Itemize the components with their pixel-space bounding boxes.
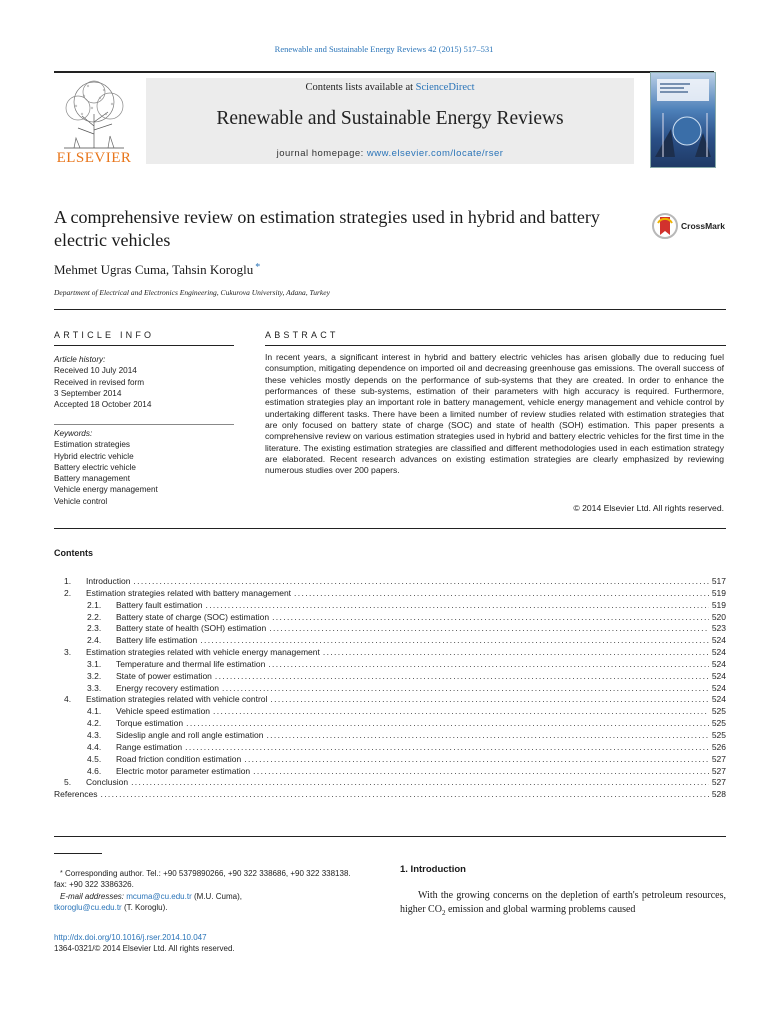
- header-rule: [54, 71, 714, 73]
- toc-title[interactable]: Energy recovery estimation: [116, 682, 219, 693]
- journal-cover-image: [650, 72, 716, 168]
- toc-number: 2.2.: [87, 611, 102, 622]
- corresponding-author-footnote: [54, 868, 354, 913]
- toc-leader-dots: [100, 789, 708, 799]
- toc-title[interactable]: Range estimation: [116, 741, 183, 752]
- toc-title[interactable]: Electric motor parameter estimation: [116, 765, 251, 776]
- toc-page-number: 520: [711, 611, 726, 622]
- toc-leader-dots: [244, 754, 709, 764]
- toc-leader-dots: [133, 576, 708, 586]
- crossmark-badge[interactable]: [652, 211, 732, 241]
- toc-title[interactable]: Battery state of charge (SOC) estimation: [116, 611, 270, 622]
- abstract-copyright: © 2014 Elsevier Ltd. All rights reserved.: [573, 503, 724, 513]
- toc-leader-dots: [253, 766, 709, 776]
- toc-leader-dots: [131, 777, 709, 787]
- toc-number: 1.: [64, 576, 72, 586]
- history-line: Accepted 18 October 2014: [54, 400, 152, 410]
- toc-leader-dots: [200, 635, 709, 645]
- toc-row[interactable]: [54, 730, 726, 742]
- toc-row[interactable]: [54, 576, 726, 588]
- toc-title[interactable]: Estimation strategies related with vehicle energy management: [86, 647, 320, 658]
- keyword-item: Battery management: [54, 474, 131, 484]
- toc-number: 4.: [64, 694, 72, 705]
- toc-page-number: 525: [711, 718, 726, 729]
- publisher-name: ELSEVIER: [56, 150, 132, 166]
- abstract-rule: [265, 345, 726, 346]
- toc-row[interactable]: [54, 623, 726, 635]
- introduction-text: With the growing concerns on the depletion of earth's petroleum resources, higher $CO_2$ emission and global warming problems caused: [400, 890, 726, 917]
- email-label: E-mail addresses:: [60, 891, 125, 901]
- toc-leader-dots: [205, 600, 708, 610]
- toc-row[interactable]: [54, 612, 726, 624]
- corresponding-text: Corresponding author. Tel.: +90 5379890266, +90 322 338686, +90 322 338138. fax: +90 322 3386326.: [54, 869, 351, 890]
- toc-title[interactable]: Estimation strategies related with vehicle control: [86, 694, 268, 705]
- toc-row[interactable]: [54, 635, 726, 647]
- journal-title: Renewable and Sustainable Energy Reviews: [216, 108, 564, 129]
- toc-row[interactable]: [54, 754, 726, 766]
- issn-line: 1364-0321/© 2014 Elsevier Ltd. All rights reserved.: [54, 944, 235, 954]
- contents-line: Contents lists available at ScienceDirect: [305, 82, 475, 93]
- contents-bottom-rule: [54, 836, 726, 837]
- toc-leader-dots: [268, 659, 709, 669]
- journal-citation[interactable]: Renewable and Sustainable Energy Reviews 42 (2015) 517–531: [274, 44, 494, 54]
- toc-number: 4.5.: [87, 753, 102, 764]
- keyword-item: Battery electric vehicle: [54, 462, 136, 472]
- introduction-heading: 1. Introduction: [400, 864, 466, 875]
- toc-row[interactable]: [54, 718, 726, 730]
- toc-number: 2.: [64, 587, 72, 598]
- crossmark-label: CrossMark: [681, 221, 725, 231]
- history-line: Received in revised form: [54, 377, 145, 387]
- keyword-item: Estimation strategies: [54, 440, 130, 450]
- contents-heading: Contents: [54, 548, 93, 558]
- toc-number: 2.1.: [87, 599, 102, 610]
- article-history: [54, 354, 234, 410]
- history-label: Article history:: [54, 355, 106, 364]
- toc-number: 4.1.: [87, 706, 102, 717]
- toc-title[interactable]: State of power estimation: [116, 670, 212, 681]
- toc-number: 4.6.: [87, 765, 102, 776]
- toc-title[interactable]: Battery state of health (SOH) estimation: [116, 623, 267, 634]
- toc-page-number: 524: [711, 647, 726, 658]
- toc-row[interactable]: [54, 647, 726, 659]
- toc-leader-dots: [269, 623, 709, 633]
- toc-page-number: 519: [711, 599, 726, 610]
- toc-leader-dots: [215, 671, 709, 681]
- abstract-heading: ABSTRACT: [265, 330, 339, 340]
- toc-page-number: 528: [711, 789, 726, 800]
- keyword-item: Vehicle control: [54, 496, 108, 506]
- email-link-koroglu[interactable]: tkoroglu@cu.edu.tr: [54, 902, 122, 912]
- toc-title[interactable]: Temperature and thermal life estimation: [116, 658, 266, 669]
- toc-title[interactable]: Torque estimation: [116, 718, 184, 729]
- toc-row[interactable]: [54, 777, 726, 789]
- email-name-koroglu: (T. Koroglu).: [121, 902, 168, 912]
- affiliation: Department of Electrical and Electronics Engineering, Cukurova University, Adana, Turkey: [54, 288, 330, 297]
- elsevier-tree-icon: [54, 78, 134, 150]
- toc-leader-dots: [266, 730, 708, 740]
- toc-row[interactable]: [54, 694, 726, 706]
- toc-title[interactable]: Estimation strategies related with battery management: [86, 587, 292, 598]
- history-line: Received 10 July 2014: [54, 366, 137, 376]
- toc-row[interactable]: [54, 671, 726, 683]
- toc-title[interactable]: Battery life estimation: [116, 635, 198, 646]
- toc-number: 3.3.: [87, 682, 102, 693]
- toc-title[interactable]: References: [54, 789, 98, 800]
- toc-title[interactable]: Sideslip angle and roll angle estimation: [116, 729, 264, 740]
- email-link-cuma[interactable]: mcuma@cu.edu.tr: [126, 891, 192, 901]
- toc-leader-dots: [323, 647, 709, 657]
- toc-title[interactable]: Conclusion: [86, 777, 129, 788]
- cover-illustration-icon: [651, 73, 715, 167]
- contents-top-rule: [54, 528, 726, 529]
- toc-row[interactable]: [54, 706, 726, 718]
- toc-number: 4.4.: [87, 741, 102, 752]
- toc-row[interactable]: [54, 588, 726, 600]
- doi-block: [54, 932, 354, 955]
- corresponding-author-mark[interactable]: *: [255, 262, 261, 273]
- toc-number: 2.4.: [87, 635, 102, 646]
- footnote-star: *: [60, 870, 63, 877]
- journal-banner: [146, 78, 634, 164]
- keywords: [54, 428, 234, 507]
- article-title: A comprehensive review on estimation strategies used in hybrid and battery electric vehicles: [54, 207, 600, 250]
- toc-page-number: 525: [711, 729, 726, 740]
- toc-page-number: 527: [711, 753, 726, 764]
- keywords-label: Keywords:: [54, 429, 93, 438]
- journal-homepage: journal homepage: www.elsevier.com/locate/rser: [276, 148, 504, 159]
- toc-row[interactable]: [54, 600, 726, 612]
- toc-page-number: 525: [711, 706, 726, 717]
- toc-page-number: 524: [711, 635, 726, 646]
- toc-page-number: 523: [711, 623, 726, 634]
- toc-page-number: 524: [711, 670, 726, 681]
- keyword-item: Vehicle energy management: [54, 485, 158, 495]
- toc-number: 3.2.: [87, 670, 102, 681]
- toc-page-number: 524: [711, 682, 726, 693]
- toc-page-number: 526: [711, 741, 726, 752]
- toc-number: 5.: [64, 777, 72, 788]
- history-divider: [54, 424, 234, 425]
- toc-row[interactable]: [54, 742, 726, 754]
- sciencedirect-link[interactable]: ScienceDirect: [415, 82, 475, 93]
- toc-leader-dots: [294, 588, 709, 598]
- toc-leader-dots: [186, 718, 709, 728]
- crossmark-icon: [652, 211, 678, 241]
- toc-page-number: 524: [711, 658, 726, 669]
- toc-number: 3.: [64, 647, 72, 658]
- author-list: Mehmet Ugras Cuma, Tahsin Koroglu *: [54, 262, 261, 277]
- toc-leader-dots: [222, 683, 709, 693]
- toc-title[interactable]: Vehicle speed estimation: [116, 706, 211, 717]
- toc-title[interactable]: Battery fault estimation: [116, 599, 203, 610]
- toc-page-number: 527: [711, 777, 726, 788]
- toc-title[interactable]: Road friction condition estimation: [116, 753, 242, 764]
- toc-number: 3.1.: [87, 658, 102, 669]
- toc-row[interactable]: [54, 766, 726, 778]
- toc-row[interactable]: [54, 789, 726, 801]
- section-rule-top: [54, 309, 726, 310]
- footnote-rule: [54, 853, 102, 854]
- homepage-link[interactable]: www.elsevier.com/locate/rser: [366, 148, 504, 159]
- toc-number: 4.3.: [87, 729, 102, 740]
- doi-link[interactable]: http://dx.doi.org/10.1016/j.rser.2014.10.047: [54, 933, 207, 942]
- email-name-cuma: (M.U. Cuma),: [191, 891, 242, 901]
- table-of-contents: [54, 576, 726, 801]
- toc-page-number: 517: [711, 576, 726, 586]
- toc-page-number: 519: [711, 587, 726, 598]
- toc-number: 2.3.: [87, 623, 102, 634]
- abstract-text: In recent years, a significant interest in hybrid and battery electric vehicles has arisen globally due to reducing fuel consumption, mitigating dependence on imported oil and decreasing greenhouse gas emissions. The overall success of these vehicles mostly depends on the performance of sub-systems that they are created. In order to enhance the performances of these sub-systems, estimation of their parameters with high accuracy is required. Furthermore, estimation strategies play an important role in battery management, vehicle energy management and vehicle control by undertaking different tasks. There have been a limited number of review studies related with estimation strategies that are only focused on battery state of charge (SOC) and state of health (SOH) estimation. This paper presents a comprehensive review on various estimation strategies used in hybrid and battery electric vehicles for the first time in the literature. The existing estimation strategies are classified and different methodologies used in each estimation strategy are elaborated. Recent research advances on existing estimation strategies are clearly emphasized by reviewing numerous studies over 200 papers.: [265, 352, 724, 476]
- keyword-item: Hybrid electric vehicle: [54, 451, 134, 461]
- toc-title[interactable]: Introduction: [86, 576, 131, 586]
- toc-number: 4.2.: [87, 718, 102, 729]
- toc-leader-dots: [272, 612, 709, 622]
- history-line: 3 September 2014: [54, 388, 122, 398]
- article-info-heading: ARTICLE INFO: [54, 330, 155, 340]
- toc-row[interactable]: [54, 659, 726, 671]
- elsevier-logo: [54, 78, 134, 164]
- article-info-rule: [54, 345, 234, 346]
- toc-page-number: 527: [711, 765, 726, 776]
- toc-row[interactable]: [54, 683, 726, 695]
- toc-leader-dots: [270, 694, 708, 704]
- toc-leader-dots: [213, 706, 709, 716]
- toc-leader-dots: [185, 742, 709, 752]
- toc-page-number: 524: [711, 694, 726, 705]
